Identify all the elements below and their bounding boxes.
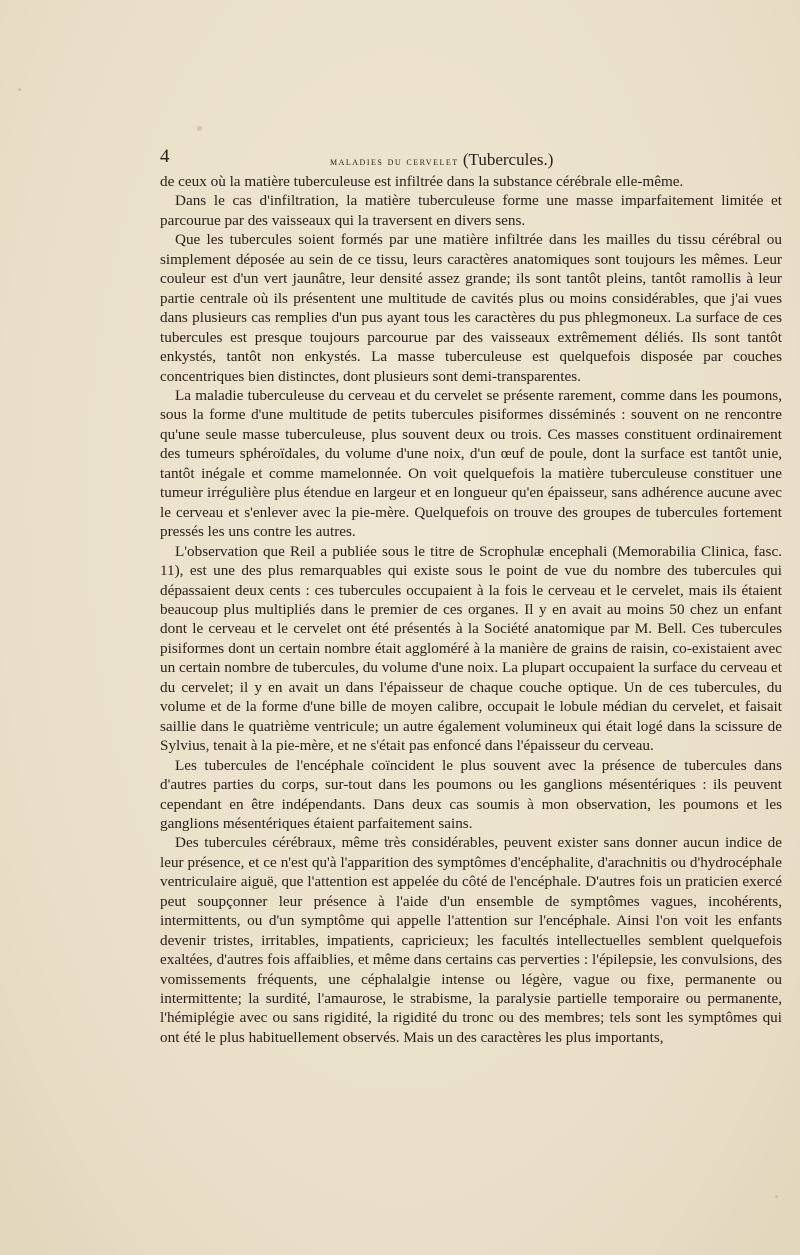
- paper-speck: [775, 1195, 778, 1198]
- running-head-subtitle: (Tubercules.): [462, 150, 554, 169]
- paragraph: Les tubercules de l'encéphale coïncident le plus souvent avec la présence de tubercules dans d'autres parties du corps, sur-tout dans les poumons ou les ganglions mésentériques : ils peuvent cependant en être indépendants. Dans deux cas soumis à mon observation, les poumons et les ganglions mésentériques étaient parfaitement sains.: [160, 756, 782, 832]
- page-number: 4: [160, 146, 170, 167]
- paragraph: La maladie tuberculeuse du cerveau et du cervelet se présente rarement, comme dans les poumons, sous la forme d'une multitude de petits tubercules pisiformes disséminés : souvent on ne rencontre qu'une seule masse tuberculeuse, plus souvent deux ou trois. Ces masses constituent ordinairement des tumeurs sphéroïdales, du volume d'une noix, d'un œuf de poule, dont la surface est tantôt unie, tantôt inégale et comme mamelonnée. On voit quelquefois la matière tuberculeuse constituer une tumeur irrégulière plus étendue en largeur et en longueur qu'en épaisseur, sans adhérence aucune avec le cerveau et s'enlever avec la pie-mère. Quelquefois on trouve des groupes de tubercules fortement pressés les uns contre les autres.: [160, 386, 782, 541]
- body-text: [160, 172, 782, 1047]
- paper-speck: [18, 88, 21, 91]
- running-head: [330, 150, 553, 170]
- paper-speck: [197, 126, 202, 131]
- paragraph: Des tubercules cérébraux, même très considérables, peuvent exister sans donner aucun indice de leur présence, et ce n'est qu'à l'apparition des symptômes d'encéphalite, d'arachnitis ou d'hydrocéphale ventriculaire aiguë, que l'attention est appelée du côté de l'encéphale. D'autres fois un praticien exercé peut soupçonner leur présence à l'aide d'un ensemble de symptômes vagues, incohérents, intermittents, ou d'un symptôme qui appelle l'attention sur l'encéphale. Ainsi l'on voit les enfants devenir tristes, irritables, impatients, capricieux; les facultés intellectuelles semblent quelquefois exaltées, d'autres fois affaiblies, et même dans certains cas perverties : l'épilepsie, les convulsions, des vomissements fréquents, une céphalalgie intense ou légère, vague ou fixe, permanente ou intermittente; la surdité, l'amaurose, le strabisme, la paralysie partielle temporaire ou permanente, l'hémiplégie avec ou sans rigidité, la rigidité du tronc ou des membres; tels sont les symptômes qui ont été le plus habituellement observés. Mais un des caractères les plus importants,: [160, 834, 782, 1046]
- paragraph: de ceux où la matière tuberculeuse est infiltrée dans la substance cérébrale elle-même.: [160, 173, 684, 190]
- paragraph: L'observation que Reil a publiée sous le titre de Scrophulæ encephali (Memorabilia Clinica, fasc. 11), est une des plus remarquables qui existe sous le point de vue du nombre des tubercules qui dépassaient deux cents : ces tubercules occupaient à la fois le cerveau et le cervelet, mais ils étaient beaucoup plus multipliés dans le premier de ces organes. Il y en avait au moins 50 chez un enfant dont le cerveau et le cervelet ont été présentés à la Société anatomique par M. Bell. Ces tubercules pisiformes dont un certain nombre était aggloméré à la manière de grains de raisin, co-existaient avec un certain nombre de tubercules, du volume d'une noix. La plupart occupaient la surface du cerveau et du cervelet; il y en avait un dans l'épaisseur de chaque couche optique. Un de ces tubercules, du volume et de la forme d'une bille de moyen calibre, occupait le lobule médian du cervelet, et faisait saillie dans le quatrième ventricule; un autre également volumineux qui était logé dans la scissure de Sylvius, tenait à la pie-mère, et ne s'était pas enfoncé dans l'épaisseur du cerveau.: [160, 542, 782, 755]
- running-head-title: maladies du cervelet: [330, 156, 459, 168]
- page-header: [160, 144, 780, 170]
- paragraph: Dans le cas d'infiltration, la matière tuberculeuse forme une masse imparfaitement limitée et parcourue par des vaisseaux qui la traversent en divers sens.: [160, 192, 782, 229]
- paragraph: Que les tubercules soient formés par une matière infiltrée dans les mailles du tissu cérébral ou simplement déposée au sein de ce tissu, leurs caractères anatomiques sont toujours les mêmes. Leur couleur est d'un vert jaunâtre, leur densité assez grande; ils sont tantôt pleins, tantôt ramollis à leur partie centrale où ils présentent une multitude de cavités plus ou moins considérables, que j'ai vues dans plusieurs cas remplies d'un pus ayant tous les caractères du pus phlegmoneux. La surface de ces tubercules est presque toujours parcourue par des vaisseaux extrêmement déliés. Ils sont tantôt enkystés, tantôt non enkystés. La masse tuberculeuse est quelquefois disposée par couches concentriques bien distinctes, dont plusieurs sont demi-transparentes.: [160, 231, 782, 385]
